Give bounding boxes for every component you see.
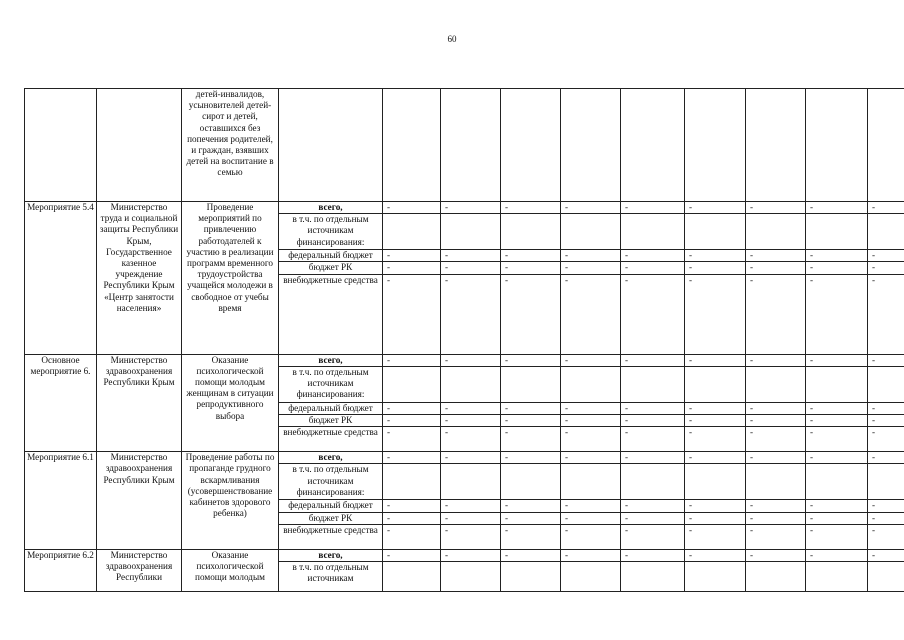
value-cell: - — [806, 402, 868, 414]
value-cell: - — [383, 524, 441, 549]
value-cell: - — [501, 274, 561, 354]
value-cell: - — [685, 500, 746, 512]
value-cell: - — [746, 274, 806, 354]
value-cell: - — [561, 512, 621, 524]
value-cell: - — [685, 262, 746, 274]
value-cell: - — [561, 250, 621, 262]
value-cell — [383, 562, 441, 592]
funding-source: в т.ч. по отдельным источникам финансирования: — [279, 464, 383, 500]
value-cell: - — [501, 524, 561, 549]
value-cell: - — [806, 512, 868, 524]
value-cell: - — [621, 549, 685, 561]
funding-source: федеральный бюджет — [279, 402, 383, 414]
page-number: 60 — [447, 34, 457, 44]
table-row — [25, 549, 904, 561]
value-cell: - — [746, 452, 806, 464]
value-cell: - — [746, 402, 806, 414]
value-cell: - — [806, 250, 868, 262]
value-cell: - — [868, 415, 904, 427]
table-row — [25, 354, 904, 366]
value-cell — [868, 214, 904, 250]
value-cell: - — [383, 512, 441, 524]
value-cell: - — [746, 549, 806, 561]
cell-empty — [441, 89, 501, 202]
value-cell: - — [501, 250, 561, 262]
value-cell: - — [383, 452, 441, 464]
value-cell: - — [383, 274, 441, 354]
value-cell: - — [806, 354, 868, 366]
measure-name: Мероприятие 5.4 — [25, 202, 97, 355]
value-cell — [685, 214, 746, 250]
value-cell: - — [868, 524, 904, 549]
value-cell: - — [441, 500, 501, 512]
funding-source: всего, — [279, 202, 383, 214]
value-cell — [441, 214, 501, 250]
value-cell: - — [621, 274, 685, 354]
measure-name: Мероприятие 6.1 — [25, 452, 97, 550]
value-cell: - — [868, 549, 904, 561]
funding-source: всего, — [279, 354, 383, 366]
cell-empty — [868, 89, 904, 202]
value-cell: - — [383, 427, 441, 452]
value-cell: - — [561, 354, 621, 366]
value-cell: - — [746, 427, 806, 452]
funding-source: в т.ч. по отдельным источникам финансирования: — [279, 366, 383, 402]
value-cell: - — [501, 427, 561, 452]
value-cell: - — [383, 500, 441, 512]
value-cell: - — [746, 415, 806, 427]
value-cell: - — [621, 500, 685, 512]
measure-description: Оказание психологической помощи молодым женщинам в ситуации репродуктивного выбора — [182, 354, 279, 452]
value-cell: - — [621, 354, 685, 366]
value-cell: - — [501, 415, 561, 427]
value-cell: - — [561, 262, 621, 274]
value-cell: - — [868, 512, 904, 524]
value-cell: - — [383, 202, 441, 214]
funding-source: всего, — [279, 549, 383, 561]
cell-empty — [806, 89, 868, 202]
value-cell: - — [501, 500, 561, 512]
value-cell: - — [868, 402, 904, 414]
value-cell — [685, 562, 746, 592]
value-cell: - — [441, 549, 501, 561]
value-cell: - — [383, 402, 441, 414]
funding-source: федеральный бюджет — [279, 250, 383, 262]
value-cell: - — [621, 202, 685, 214]
value-cell: - — [868, 427, 904, 452]
funding-source: бюджет РК — [279, 512, 383, 524]
value-cell: - — [868, 274, 904, 354]
value-cell: - — [685, 274, 746, 354]
value-cell: - — [501, 402, 561, 414]
cell-empty — [501, 89, 561, 202]
value-cell: - — [501, 202, 561, 214]
value-cell: - — [746, 524, 806, 549]
cell-empty — [621, 89, 685, 202]
value-cell: - — [561, 402, 621, 414]
value-cell: - — [561, 274, 621, 354]
value-cell: - — [561, 427, 621, 452]
value-cell — [746, 214, 806, 250]
value-cell: - — [383, 250, 441, 262]
value-cell: - — [868, 262, 904, 274]
value-cell: - — [621, 452, 685, 464]
table-body — [25, 89, 904, 592]
funding-source: внебюджетные средства — [279, 427, 383, 452]
value-cell: - — [685, 452, 746, 464]
value-cell: - — [868, 202, 904, 214]
funding-source: бюджет РК — [279, 415, 383, 427]
value-cell: - — [441, 354, 501, 366]
value-cell: - — [441, 402, 501, 414]
value-cell: - — [685, 512, 746, 524]
funding-source: внебюджетные средства — [279, 524, 383, 549]
value-cell: - — [441, 262, 501, 274]
value-cell: - — [441, 415, 501, 427]
table-row — [25, 89, 904, 202]
cell-empty — [97, 89, 182, 202]
value-cell: - — [806, 427, 868, 452]
value-cell: - — [806, 500, 868, 512]
value-cell — [746, 366, 806, 402]
value-cell — [621, 562, 685, 592]
value-cell: - — [746, 354, 806, 366]
cell-empty — [746, 89, 806, 202]
value-cell: - — [383, 354, 441, 366]
value-cell — [746, 562, 806, 592]
value-cell: - — [868, 250, 904, 262]
value-cell: - — [501, 512, 561, 524]
cell-empty — [25, 89, 97, 202]
funding-source: в т.ч. по отдельным источникам финансирования: — [279, 214, 383, 250]
value-cell — [806, 464, 868, 500]
value-cell: - — [501, 452, 561, 464]
value-cell: - — [685, 427, 746, 452]
value-cell — [868, 464, 904, 500]
funding-source: в т.ч. по отдельным источникам — [279, 562, 383, 592]
value-cell — [621, 464, 685, 500]
table-row — [25, 452, 904, 464]
value-cell: - — [561, 452, 621, 464]
value-cell — [621, 214, 685, 250]
value-cell: - — [806, 274, 868, 354]
value-cell — [868, 562, 904, 592]
value-cell: - — [561, 500, 621, 512]
value-cell: - — [441, 202, 501, 214]
funding-source: всего, — [279, 452, 383, 464]
value-cell — [561, 366, 621, 402]
cell-empty — [561, 89, 621, 202]
measure-description: Оказание психологической помощи молодым — [182, 549, 279, 591]
value-cell: - — [561, 524, 621, 549]
value-cell: - — [441, 274, 501, 354]
value-cell — [383, 464, 441, 500]
value-cell: - — [561, 415, 621, 427]
value-cell: - — [685, 202, 746, 214]
value-cell: - — [621, 512, 685, 524]
value-cell: - — [561, 202, 621, 214]
value-cell: - — [621, 402, 685, 414]
value-cell — [806, 366, 868, 402]
measure-name: Мероприятие 6.2 — [25, 549, 97, 591]
value-cell: - — [383, 549, 441, 561]
value-cell — [501, 214, 561, 250]
value-cell — [806, 214, 868, 250]
cell-empty — [383, 89, 441, 202]
value-cell — [685, 464, 746, 500]
value-cell: - — [441, 512, 501, 524]
value-cell — [441, 562, 501, 592]
value-cell: - — [806, 524, 868, 549]
value-cell: - — [501, 354, 561, 366]
value-cell: - — [501, 262, 561, 274]
value-cell: - — [383, 415, 441, 427]
program-table — [24, 88, 904, 592]
value-cell: - — [868, 500, 904, 512]
table-row — [25, 202, 904, 214]
value-cell: - — [621, 427, 685, 452]
value-cell: - — [685, 402, 746, 414]
value-cell: - — [806, 262, 868, 274]
value-cell: - — [441, 452, 501, 464]
value-cell — [621, 366, 685, 402]
value-cell: - — [621, 262, 685, 274]
value-cell: - — [746, 250, 806, 262]
measure-description: Проведение работы по пропаганде грудного вскармливания (усовершенствование кабинетов здорового ребенка) — [182, 452, 279, 550]
value-cell: - — [685, 524, 746, 549]
value-cell — [501, 464, 561, 500]
value-cell: - — [685, 415, 746, 427]
value-cell: - — [806, 415, 868, 427]
cell-empty — [685, 89, 746, 202]
value-cell: - — [685, 549, 746, 561]
value-cell: - — [561, 549, 621, 561]
value-cell: - — [441, 427, 501, 452]
value-cell — [806, 562, 868, 592]
value-cell — [383, 366, 441, 402]
funding-source: внебюджетные средства — [279, 274, 383, 354]
value-cell: - — [441, 524, 501, 549]
value-cell: - — [746, 512, 806, 524]
value-cell — [561, 464, 621, 500]
value-cell — [441, 464, 501, 500]
value-cell: - — [621, 524, 685, 549]
executor: Министерство здравоохранения Республики — [97, 549, 182, 591]
value-cell — [501, 562, 561, 592]
cell-empty — [279, 89, 383, 202]
value-cell: - — [806, 549, 868, 561]
measure-description: Проведение мероприятий по привлечению работодателей к участию в реализации программ временного трудоустройства учащейся молодежи в свободное от учебы время — [182, 202, 279, 355]
value-cell: - — [868, 452, 904, 464]
value-cell: - — [685, 250, 746, 262]
value-cell: - — [621, 250, 685, 262]
value-cell — [868, 366, 904, 402]
funding-source: федеральный бюджет — [279, 500, 383, 512]
value-cell: - — [746, 262, 806, 274]
value-cell: - — [441, 250, 501, 262]
value-cell: - — [806, 452, 868, 464]
value-cell — [561, 214, 621, 250]
value-cell — [685, 366, 746, 402]
funding-source: бюджет РК — [279, 262, 383, 274]
value-cell: - — [806, 202, 868, 214]
value-cell: - — [383, 262, 441, 274]
value-cell — [441, 366, 501, 402]
value-cell — [746, 464, 806, 500]
executor: Министерство здравоохранения Республики Крым — [97, 452, 182, 550]
value-cell — [383, 214, 441, 250]
value-cell: - — [868, 354, 904, 366]
measure-name: Основное мероприятие 6. — [25, 354, 97, 452]
executor: Министерство труда и социальной защиты Республики Крым, Государственное казенное учреждение Республики Крым «Центр занятости населения» — [97, 202, 182, 355]
continued-description: детей-инвалидов, усыновителей детей-сирот и детей, оставшихся без попечения родителей, и граждан, взявших детей на воспитание в семью — [182, 89, 279, 202]
value-cell — [501, 366, 561, 402]
value-cell: - — [746, 500, 806, 512]
value-cell: - — [621, 415, 685, 427]
value-cell: - — [501, 549, 561, 561]
value-cell — [561, 562, 621, 592]
value-cell: - — [746, 202, 806, 214]
value-cell: - — [685, 354, 746, 366]
executor: Министерство здравоохранения Республики Крым — [97, 354, 182, 452]
